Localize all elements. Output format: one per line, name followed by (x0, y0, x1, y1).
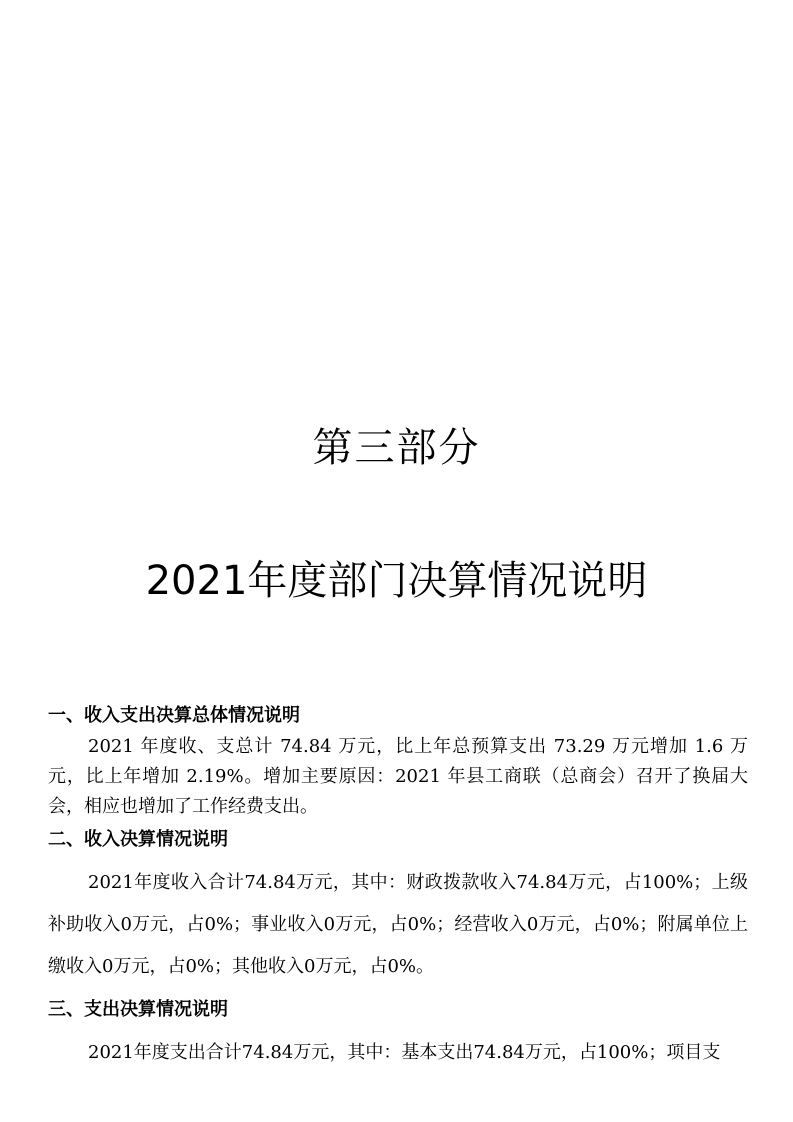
section-heading: 二、收入决算情况说明 (48, 829, 228, 850)
section-overall (48, 700, 748, 822)
section-paragraph: 2021年度收入合计74.84万元，其中：财政拨款收入74.84万元，占100%；上级补助收入0万元，占0%；事业收入0万元，占0%；经营收入0万元，占0%；附属单位上缴收入0万元，占0%；其他收入0万元，占0%。 (48, 872, 748, 977)
section-income (48, 824, 748, 988)
section-heading: 一、收入支出决算总体情况说明 (48, 705, 300, 726)
part-title: 第三部分 (312, 425, 481, 471)
document-title: 2021年度部门决算情况说明 (145, 558, 648, 604)
section-expenditure (48, 994, 748, 1074)
section-paragraph: 2021 年度收、支总计 74.84 万元，比上年总预算支出 73.29 万元增加 1.6 万元，比上年增加 2.19%。增加主要原因：2021 年县工商联（总商会）召开了换届大会，相应也增加了工作经费支出。 (48, 736, 748, 817)
section-heading: 三、支出决算情况说明 (48, 999, 228, 1020)
document-body (48, 700, 748, 1074)
section-paragraph: 2021年度支出合计74.84万元，其中：基本支出74.84万元，占100%；项目支 (88, 1042, 721, 1063)
